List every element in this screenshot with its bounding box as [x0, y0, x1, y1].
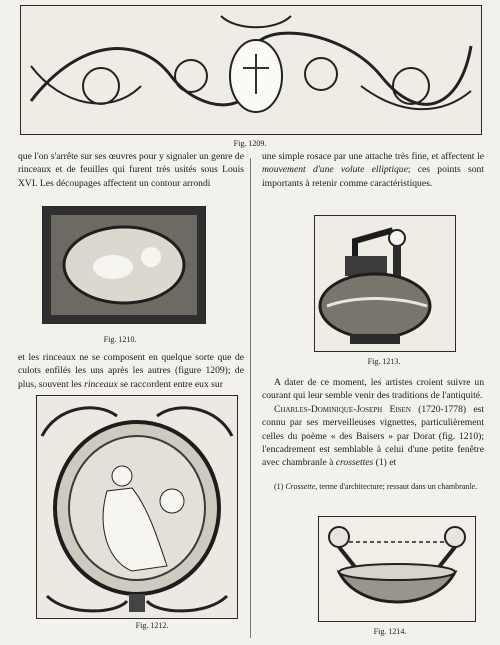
oval-medallion-illustration — [37, 396, 237, 618]
footnote-marker: (1) — [274, 482, 286, 491]
left-text-2a: et les rinceaux ne se composent en quelque sorte que de culots enfilés les uns après les autres (figure 1209); de plus, souvent les — [18, 352, 244, 390]
column-divider — [250, 158, 251, 638]
left-column-paragraph-1 — [18, 150, 244, 190]
right-text-1a: une simple rosace par une attache très fine, et affectent le — [262, 151, 484, 162]
right-text-3b: (1) et — [373, 457, 397, 469]
footnote-definition: , terme d'architecture; ressaut dans un chambranle. — [315, 482, 478, 491]
right-column-text-1 — [262, 150, 484, 190]
left-column-text-1: que l'on s'arrête sur ses œuvres pour y signaler un genre de rinceaux et de feuilles qui furent très usités sous Louis XVI. Les découpages affectent un contour arrondi — [18, 151, 244, 189]
right-column-text-3 — [262, 403, 484, 470]
right-column-paragraph-2 — [262, 376, 484, 470]
handled-vase-illustration — [315, 216, 455, 351]
left-column-paragraph-2 — [18, 351, 244, 391]
right-text-3a: (1720-1778) est connu par ses merveilleuses vignettes, particulièrement celles du poème « des Baisers » par Dorat (fig. 1210); l'encadrement est semblable à celui d'une petite fenêtre avec chambranle à — [262, 403, 484, 469]
left-column-text-2 — [18, 351, 244, 391]
figure-1213-vase — [314, 215, 456, 352]
rinceaux-frieze-illustration — [21, 6, 481, 134]
footnote-text — [262, 482, 484, 493]
artist-name: Charles-Dominique-Joseph Eisen — [274, 403, 411, 415]
figure-1210-caption: Fig. 1210. — [103, 335, 137, 344]
figural-cup-illustration — [319, 517, 475, 621]
figure-1212-caption: Fig. 1212. — [135, 621, 169, 630]
footnote — [262, 482, 484, 493]
figure-1210-vignette — [42, 206, 206, 324]
right-text-1b: ; ces points sont importants à retenir comme caractéristiques. — [262, 164, 485, 189]
figure-1212-medallion — [36, 395, 238, 619]
figure-1214-caption: Fig. 1214. — [373, 627, 407, 636]
right-text-1-italic: mouvement d'une volute elliptique — [262, 164, 408, 176]
left-text-2b: se raccordent entre eux sur — [117, 378, 223, 390]
figure-1214-ornament — [318, 516, 476, 622]
figure-1209-frieze — [20, 5, 482, 135]
vignette-frame-illustration — [43, 207, 205, 323]
left-text-2-italic: rinceaux — [84, 378, 118, 390]
footnote-term: Crossette — [285, 482, 316, 491]
right-column-text-2: A dater de ce moment, les artistes croient suivre un courant qui leur semble venir des traditions de l'antiquité. — [262, 377, 484, 402]
figure-1213-caption: Fig. 1213. — [367, 357, 401, 366]
right-text-3-italic: crossettes — [335, 457, 374, 469]
right-column-paragraph-1 — [262, 150, 484, 190]
figure-1209-caption: Fig. 1209. — [233, 139, 267, 148]
